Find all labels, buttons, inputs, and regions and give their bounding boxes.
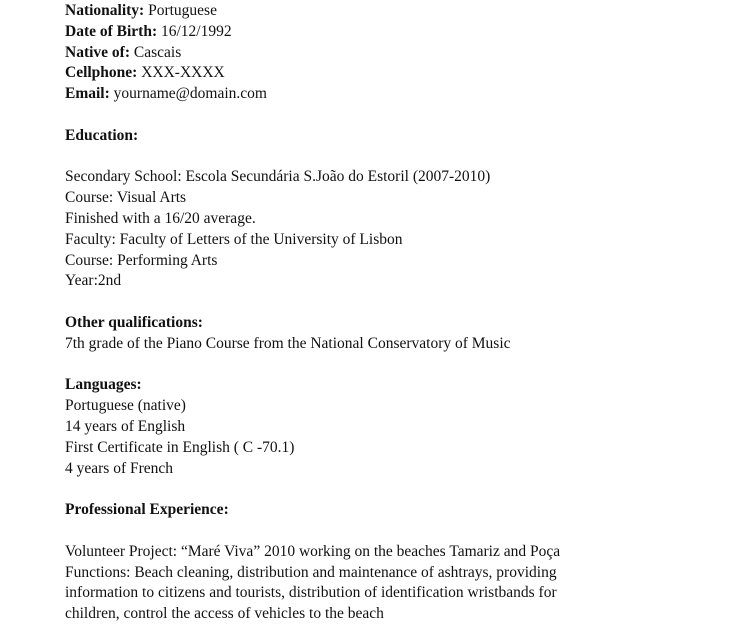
spacer xyxy=(65,521,705,542)
cellphone-label: Cellphone: xyxy=(65,64,138,82)
dob-value: 16/12/1992 xyxy=(161,22,232,40)
language-line: Portuguese (native) xyxy=(65,397,186,415)
email-value: yourname@domain.com xyxy=(113,85,267,103)
experience-line: children, control the access of vehicles to the beach xyxy=(65,605,384,623)
nationality-label: Nationality: xyxy=(65,2,145,19)
nationality-value: Portuguese xyxy=(148,2,217,19)
dob-label: Date of Birth: xyxy=(65,22,158,40)
language-line: 14 years of English xyxy=(65,417,186,435)
dob-line xyxy=(65,22,705,43)
spacer xyxy=(65,355,705,376)
other-qualifications-heading: Other qualifications: xyxy=(65,313,203,331)
education-line: Finished with a 16/20 average. xyxy=(65,209,256,227)
education-line: Course: Visual Arts xyxy=(65,189,187,207)
native-label: Native of: xyxy=(65,43,130,61)
experience-line: Volunteer Project: “Maré Viva” 2010 working on the beaches Tamariz and Poça xyxy=(65,542,561,560)
education-line: Faculty: Faculty of Letters of the University of Lisbon xyxy=(65,230,403,248)
education-line: Course: Performing Arts xyxy=(65,251,218,269)
language-line: First Certificate in English ( C -70.1) xyxy=(65,438,295,456)
cellphone-line xyxy=(65,63,705,84)
experience-line: Functions: Beach cleaning, distribution and maintenance of ashtrays, providing xyxy=(65,563,557,581)
education-line: Year:2nd xyxy=(65,272,122,290)
spacer xyxy=(65,105,705,126)
email-label: Email: xyxy=(65,85,110,103)
cellphone-value: XXX-XXXX xyxy=(141,64,225,82)
spacer xyxy=(65,292,705,313)
resume-document xyxy=(65,0,705,625)
email-line xyxy=(65,84,705,105)
native-line xyxy=(65,43,705,64)
spacer xyxy=(65,147,705,168)
native-value: Cascais xyxy=(133,43,182,61)
language-line: 4 years of French xyxy=(65,459,174,477)
qualification-line: 7th grade of the Piano Course from the National Conservatory of Music xyxy=(65,334,511,352)
education-heading: Education: xyxy=(65,126,139,144)
nationality-line xyxy=(65,1,705,22)
experience-line: information to citizens and tourists, distribution of identification wristbands for xyxy=(65,584,557,602)
education-line: Secondary School: Escola Secundária S.João do Estoril (2007-2010) xyxy=(65,168,491,186)
languages-heading: Languages: xyxy=(65,376,142,394)
experience-heading: Professional Experience: xyxy=(65,501,229,519)
spacer xyxy=(65,479,705,500)
